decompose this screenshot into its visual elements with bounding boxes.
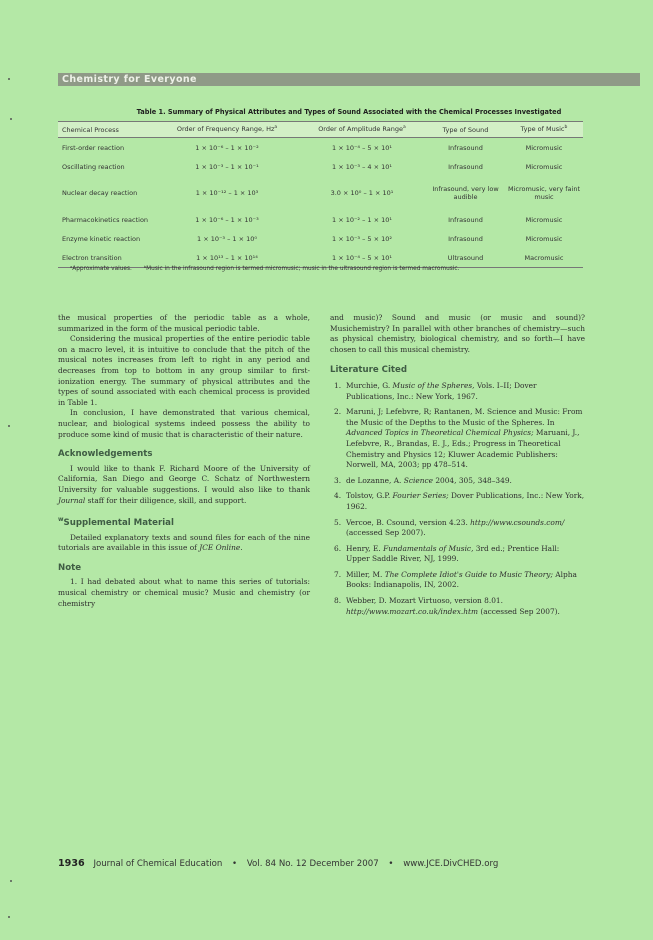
reference-list bbox=[330, 381, 585, 617]
cell-amplitude: 1 × 10⁻² – 1 × 10¹ bbox=[332, 215, 392, 224]
journal-name: Journal of Chemical Education bbox=[93, 859, 223, 869]
supplemental-heading: $^w$Supplemental Material bbox=[58, 516, 174, 528]
table-row bbox=[58, 248, 583, 268]
margin-speck bbox=[8, 425, 10, 427]
cell-amplitude: 1 × 10⁻³ – 5 × 10² bbox=[332, 234, 392, 243]
cell-process: Nuclear decay reaction bbox=[62, 189, 138, 197]
web-mark: w bbox=[58, 516, 64, 524]
cell-music: Macromusic bbox=[505, 248, 583, 268]
summary-table bbox=[58, 121, 583, 268]
right-column bbox=[330, 313, 585, 622]
cell-amplitude: 3.0 × 10⁰ – 1 × 10¹ bbox=[330, 189, 394, 197]
note-text: 1. I had debated about what to name this series of tutorials: musical chemistry or chemical music? Music and chemistry (or chemistry bbox=[58, 577, 310, 608]
cell-music: Micromusic, very faint music bbox=[507, 185, 581, 201]
section-header: Chemistry for Everyone bbox=[58, 73, 640, 86]
cell-process: First-order reaction bbox=[62, 143, 125, 152]
table-caption: Table 1. Summary of Physical Attributes and Types of Sound Associated with the Chemical Processes Investigated bbox=[136, 108, 562, 116]
body-paragraph: the musical properties of the periodic table as a whole, summarized in the form of the musical periodic table. bbox=[58, 313, 310, 333]
left-column bbox=[58, 313, 310, 609]
cell-sound: Infrasound bbox=[448, 215, 483, 224]
header-cell: Type of Music$^b$ bbox=[505, 122, 583, 138]
acknowledgements-heading: Acknowledgements bbox=[58, 449, 153, 460]
literature-cited-heading: Literature Cited bbox=[330, 365, 408, 376]
cell-frequency: 1 × 10⁻⁶ – 1 × 10⁻² bbox=[195, 143, 259, 152]
header-cell: Order of Amplitude Range$^a$ bbox=[298, 122, 426, 138]
reference-item: 1. Murchie, G. Music of the Spheres, Vols. I–II; Dover Publications, Inc.: New York, 1967. bbox=[334, 380, 537, 401]
header-cell: Order of Frequency Range, Hz$^a$ bbox=[156, 122, 298, 138]
cell-music: Micromusic bbox=[525, 143, 563, 152]
cell-music: Micromusic bbox=[525, 162, 563, 171]
cell-sound: Ultrasound bbox=[426, 248, 505, 268]
cell-process: Electron transition bbox=[58, 248, 156, 268]
cell-sound: Infrasound, very low audible bbox=[432, 185, 499, 201]
header-cell: Chemical Process bbox=[58, 122, 156, 138]
website: www.JCE.DivCHED.org bbox=[403, 859, 499, 869]
table-header-row bbox=[58, 122, 583, 138]
cell-process: Oscillating reaction bbox=[62, 162, 125, 171]
body-paragraph: and music)? Sound and music (or music and sound)? Musichemistry? In parallel with other branches of chemistry—such as physical chemistry, biological chemistry, and so forth—I have chosen to call this musical chemistry. bbox=[330, 313, 585, 354]
header-cell: Type of Sound bbox=[426, 122, 505, 138]
page-footer bbox=[58, 858, 618, 869]
footnote-b: ᵇMusic in the infrasound region is termed micromusic; music in the ultrasound region is termed macromusic. bbox=[143, 266, 460, 272]
body-paragraph: Considering the musical properties of the entire periodic table on a macro level, it is intuitive to conclude that the pitch of the musical notes increases from left to right in any period and decreases from top to bottom in any group similar to first-ionization energy. The summary of physical attributes and the types of sound associated with each chemical process is provided in Table 1. bbox=[58, 334, 310, 407]
page-number: 1936 bbox=[58, 858, 85, 869]
cell-amplitude: 1 × 10⁻⁴ – 5 × 10¹ bbox=[332, 143, 392, 152]
cell-process: Pharmacokinetics reaction bbox=[62, 215, 149, 224]
cell-amplitude: 1 × 10⁻⁴ – 5 × 10¹ bbox=[298, 248, 426, 268]
issue-info: Vol. 84 No. 12 December 2007 bbox=[246, 859, 379, 869]
table-row bbox=[58, 229, 583, 248]
cell-frequency: 1 × 10⁻⁶ – 1 × 10⁻³ bbox=[195, 215, 259, 224]
cell-music: Micromusic bbox=[525, 234, 563, 243]
reference-item: 2. Maruni, J; Lefebvre, R; Rantanen, M. Science and Music: From the Music of the Depths to the Music of the Spheres. In Advanced Topics in Theoretical Chemical Physics; Maruani, J., Lefebvre, R., Brandas, E. J., Eds.; Progress in Theoretical Chemistry and Physics 12; Kluwer Academic Publishers: Norwell, MA, 2003; pp 478–514. bbox=[334, 407, 583, 470]
reference-item: 7. Miller, M. The Complete Idiot's Guide to Music Theory; Alpha Books: Indianapolis, IN, 2002. bbox=[334, 569, 577, 590]
cell-sound: Infrasound bbox=[448, 162, 483, 171]
cell-frequency: 1 × 10⁻¹² – 1 × 10³ bbox=[195, 189, 259, 197]
cell-frequency: 1 × 10⁻³ – 1 × 10⁰ bbox=[197, 234, 257, 243]
supplemental-text: Detailed explanatory texts and sound files for each of the nine tutorials are available in this issue of JCE Online. bbox=[58, 532, 310, 553]
margin-speck bbox=[10, 880, 12, 882]
reference-item: 5. Vercoe, B. Csound, version 4.23. http://www.csounds.com/ (accessed Sep 2007). bbox=[334, 517, 565, 538]
margin-speck bbox=[8, 916, 10, 918]
cell-sound: Infrasound bbox=[448, 143, 483, 152]
cell-frequency: 1 × 10¹³ – 1 × 10¹⁴ bbox=[156, 248, 298, 268]
table-row bbox=[58, 157, 583, 176]
body-paragraph: In conclusion, I have demonstrated that various chemical, nuclear, and biological systems indeed possess the ability to produce some kind of music that is characteristic of their nature. bbox=[58, 408, 310, 439]
cell-frequency: 1 × 10⁻³ – 1 × 10⁻¹ bbox=[195, 162, 259, 171]
note-heading: Note bbox=[58, 562, 82, 573]
cell-process: Enzyme kinetic reaction bbox=[62, 234, 141, 243]
table-footnotes bbox=[70, 266, 630, 272]
table-row bbox=[58, 210, 583, 229]
reference-item: 4. Tolstov, G.P. Fourier Series; Dover Publications, Inc.: New York, 1962. bbox=[334, 491, 585, 511]
cell-sound: Infrasound bbox=[448, 234, 483, 243]
reference-item: 8. Webber, D. Mozart Virtuoso, version 8.01. http://www.mozart.co.uk/index.htm (accessed Sep 2007). bbox=[334, 596, 560, 616]
reference-item: 3. de Lozanne, A. Science 2004, 305, 348–349. bbox=[334, 475, 512, 485]
table-row bbox=[58, 138, 583, 158]
reference-item: 6. Henry, E. Fundamentals of Music, 3rd ed.; Prentice Hall: Upper Saddle River, NJ, 1999. bbox=[334, 543, 560, 564]
margin-speck bbox=[8, 78, 10, 80]
table-row bbox=[58, 176, 583, 210]
cell-music: Micromusic bbox=[525, 215, 563, 224]
footnote-a: ᵃApproximate values. bbox=[70, 266, 132, 272]
margin-speck bbox=[10, 118, 12, 120]
footer-bullet: • bbox=[232, 859, 238, 869]
cell-amplitude: 1 × 10⁻³ – 4 × 10¹ bbox=[332, 162, 392, 171]
footer-bullet: • bbox=[388, 859, 394, 869]
acknowledgements-text: I would like to thank F. Richard Moore of the University of California, San Diego and George C. Schatz of Northwestern University for valuable suggestions. I would also like to thank Journal staff for their diligence, skill, and support. bbox=[58, 463, 310, 505]
